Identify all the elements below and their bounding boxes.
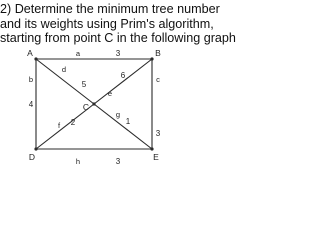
edge-g [94,104,152,149]
node-d [34,147,37,150]
vertex-label-c: C [82,102,90,112]
edge-label-h: h [75,157,81,166]
node-e [150,147,153,150]
vertex-label-a: A [27,48,33,58]
edge-label-d: d [61,65,67,74]
edge-label-g: g [115,110,121,119]
edge-weight-e: 6 [120,71,126,80]
question-line-3: starting from point C in the following graph [0,31,236,45]
edge-label-e: e [107,89,113,98]
node-a [34,57,37,60]
vertex-label-e: E [153,152,159,162]
edge-label-b: b [28,75,34,84]
edge-weight-f: 2 [70,118,76,127]
edge-e [94,59,152,104]
edge-weight-h: 3 [115,157,121,166]
node-c [92,102,95,105]
edge-label-f: f [57,121,61,130]
question-line-2: and its weights using Prim's algorithm, [0,16,214,31]
edge-weight-d: 5 [81,80,87,89]
edge-label-c: c [156,75,160,84]
edge-weight-g: 1 [125,117,131,126]
node-b [150,57,153,60]
edge-weight-c: 3 [155,129,161,138]
edge-label-a: a [75,49,81,58]
edge-weight-a: 3 [115,49,121,58]
question-line-1: 2) Determine the minimum tree number [0,2,220,16]
edge-weight-b: 4 [28,100,34,109]
vertex-label-b: B [155,48,161,58]
vertex-label-d: D [28,152,36,162]
